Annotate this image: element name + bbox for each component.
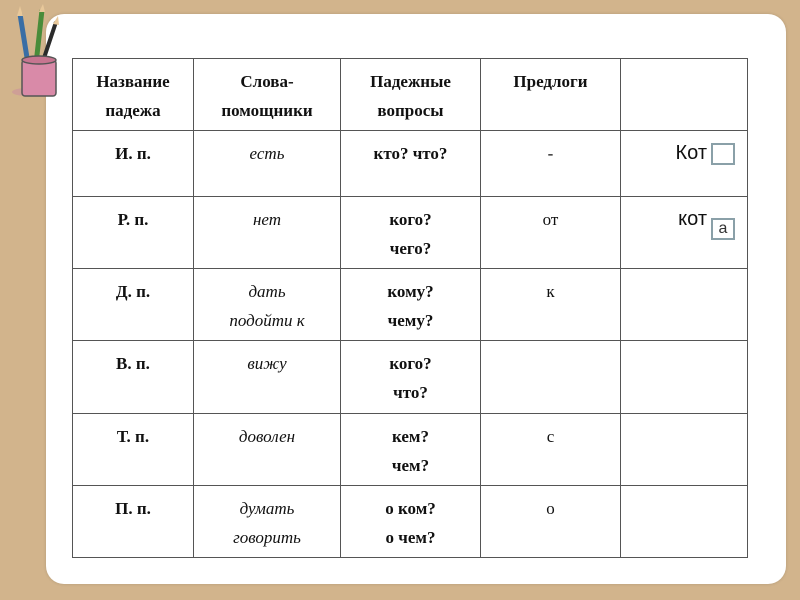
header-row	[73, 59, 748, 131]
preposition	[481, 341, 621, 413]
header-example	[621, 59, 748, 131]
helper-words: вижу	[194, 341, 341, 413]
case-name: Р. п.	[73, 197, 194, 269]
case-questions: кого? что?	[341, 341, 481, 413]
case-name: Д. п.	[73, 269, 194, 341]
case-name: И. п.	[73, 131, 194, 197]
header-case-questions: Падежные вопросы	[341, 59, 481, 131]
case-questions: кем? чем?	[341, 413, 481, 485]
header-case-name: Название падежа	[73, 59, 194, 131]
helper-words: дать подойти к	[194, 269, 341, 341]
case-questions: кто? что?	[341, 131, 481, 197]
case-questions: о ком? о чем?	[341, 485, 481, 557]
helper-words: думать говорить	[194, 485, 341, 557]
table-row	[73, 269, 748, 341]
preposition: от	[481, 197, 621, 269]
case-name: Т. п.	[73, 413, 194, 485]
table-row	[73, 341, 748, 413]
example-word: Кот	[675, 142, 707, 165]
helper-words: есть	[194, 131, 341, 197]
example-word-cell	[621, 131, 748, 197]
case-table	[72, 58, 748, 558]
helper-words: доволен	[194, 413, 341, 485]
preposition: -	[481, 131, 621, 197]
example-word-cell	[621, 269, 748, 341]
preposition: о	[481, 485, 621, 557]
table-row	[73, 131, 748, 197]
case-questions: кого? чего?	[341, 197, 481, 269]
header-helper-words: Слова- помощники	[194, 59, 341, 131]
ending-box[interactable]	[711, 143, 735, 165]
table-row	[73, 413, 748, 485]
table-row	[73, 197, 748, 269]
example-word-cell	[621, 485, 748, 557]
case-name: П. п.	[73, 485, 194, 557]
preposition: к	[481, 269, 621, 341]
example-word-cell	[621, 197, 748, 269]
example-word-cell	[621, 413, 748, 485]
case-name: В. п.	[73, 341, 194, 413]
table-row	[73, 485, 748, 557]
pencil-cup-icon	[6, 4, 66, 100]
example-word: кот	[678, 208, 707, 231]
header-prepositions: Предлоги	[481, 59, 621, 131]
case-questions: кому? чему?	[341, 269, 481, 341]
preposition: с	[481, 413, 621, 485]
ending-box[interactable]: а	[711, 218, 735, 240]
example-word-cell	[621, 341, 748, 413]
helper-words: нет	[194, 197, 341, 269]
